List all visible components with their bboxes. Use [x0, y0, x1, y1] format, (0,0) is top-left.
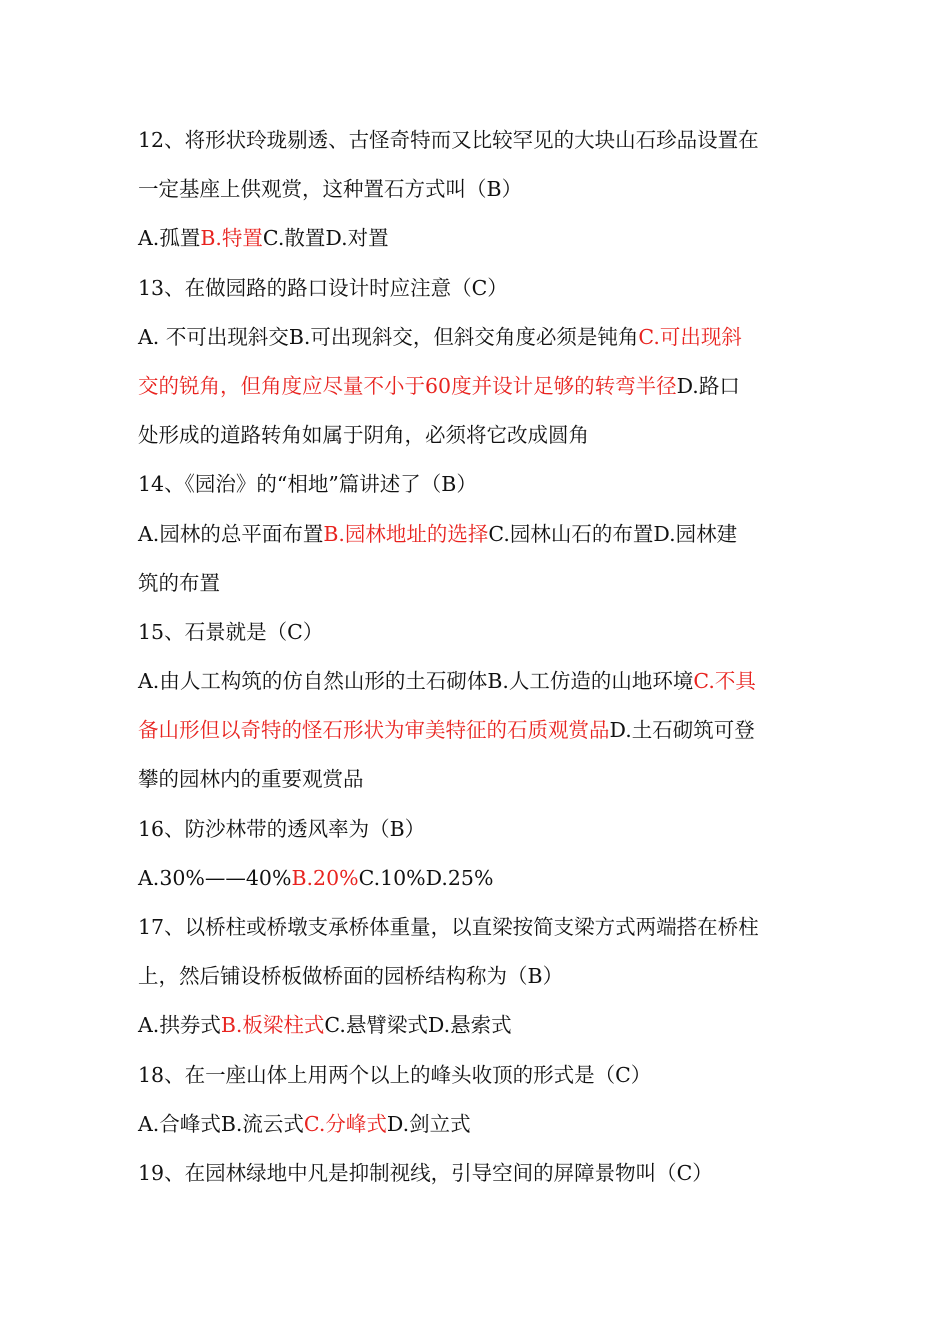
option-text: 筑的布置	[138, 570, 220, 595]
text-line	[138, 608, 818, 657]
question-14-options	[138, 510, 818, 559]
question-14-options	[138, 559, 818, 608]
option-text: C.10%D.25%	[358, 865, 494, 890]
question-17-options	[138, 1001, 818, 1050]
question-13-options	[138, 313, 818, 362]
text-line	[138, 1149, 818, 1198]
option-text: A.孤置	[138, 226, 201, 251]
question-12-stem-part1: 12、将形状玲珑剔透、古怪奇特而又比较罕见的大块山石珍品设置在	[138, 128, 759, 152]
correct-answer: B.20%	[291, 865, 359, 890]
text-line	[138, 903, 818, 952]
text-line	[138, 165, 818, 214]
option-text: 攀的园林内的重要观赏品	[138, 767, 364, 792]
option-text: C.悬臂梁式D.悬索式	[324, 1013, 512, 1038]
option-text: D.土石砌筑可登	[609, 718, 755, 743]
question-17-stem-part1: 17、以桥柱或桥墩支承桥体重量，以直梁按简支梁方式两端搭在桥柱	[138, 915, 759, 939]
question-14-stem: 14、《园治》的“相地”篇讲述了（B）	[138, 472, 477, 497]
correct-answer: C.分峰式	[303, 1111, 387, 1136]
correct-answer: 备山形但以奇特的怪石形状为审美特征的石质观赏品	[138, 718, 610, 743]
question-12-options	[138, 214, 818, 263]
text-line	[138, 460, 818, 509]
correct-answer: B.特置	[200, 226, 263, 251]
question-13-stem: 13、在做园路的路口设计时应注意（C）	[138, 275, 508, 300]
option-text: A. 不可出现斜交B.可出现斜交，但斜交角度必须是钝角	[138, 324, 639, 349]
text-line	[138, 116, 818, 165]
option-text: A.由人工构筑的仿自然山形的土石砌体B.人工仿造的山地环境	[138, 669, 694, 694]
option-text: D.路口	[676, 373, 740, 398]
text-line	[138, 805, 818, 854]
question-19-stem: 19、在园林绿地中凡是抑制视线，引导空间的屏障景物叫（C）	[138, 1160, 713, 1185]
option-text: C.园林山石的布置D.园林建	[488, 521, 738, 546]
option-text: A.合峰式B.流云式	[138, 1111, 304, 1136]
question-18-stem: 18、在一座山体上用两个以上的峰头收顶的形式是（C）	[138, 1062, 652, 1087]
question-13-options	[138, 411, 818, 460]
correct-answer: C.不具	[693, 669, 756, 694]
option-text: D.剑立式	[386, 1111, 471, 1136]
correct-answer: B.园林地址的选择	[323, 521, 489, 546]
question-16-stem: 16、防沙林带的透风率为（B）	[138, 816, 426, 841]
correct-answer: C.可出现斜	[638, 324, 742, 349]
question-15-options	[138, 706, 818, 755]
question-12-stem-part2: 一定基座上供观赏，这种置石方式叫（B）	[138, 177, 523, 202]
question-17-stem-part2: 上，然后铺设桥板做桥面的园桥结构称为（B）	[138, 964, 564, 989]
option-text: A.30%——40%	[138, 865, 292, 890]
question-18-options	[138, 1100, 818, 1149]
document-page	[138, 116, 818, 1198]
text-line	[138, 264, 818, 313]
question-15-stem: 15、石景就是（C）	[138, 619, 324, 644]
question-13-options	[138, 362, 818, 411]
text-line	[138, 952, 818, 1001]
option-text: C.散置D.对置	[262, 226, 389, 251]
question-15-options	[138, 755, 818, 804]
correct-answer: B.板梁柱式	[220, 1013, 325, 1038]
question-15-options	[138, 657, 818, 706]
question-16-options	[138, 854, 818, 903]
text-line	[138, 1051, 818, 1100]
option-text: A.园林的总平面布置	[138, 521, 324, 546]
option-text: A.拱券式	[138, 1013, 221, 1038]
correct-answer: 交的锐角，但角度应尽量不小于60度并设计足够的转弯半径	[138, 373, 677, 398]
option-text: 处形成的道路转角如属于阴角，必须将它改成圆角	[138, 423, 589, 448]
